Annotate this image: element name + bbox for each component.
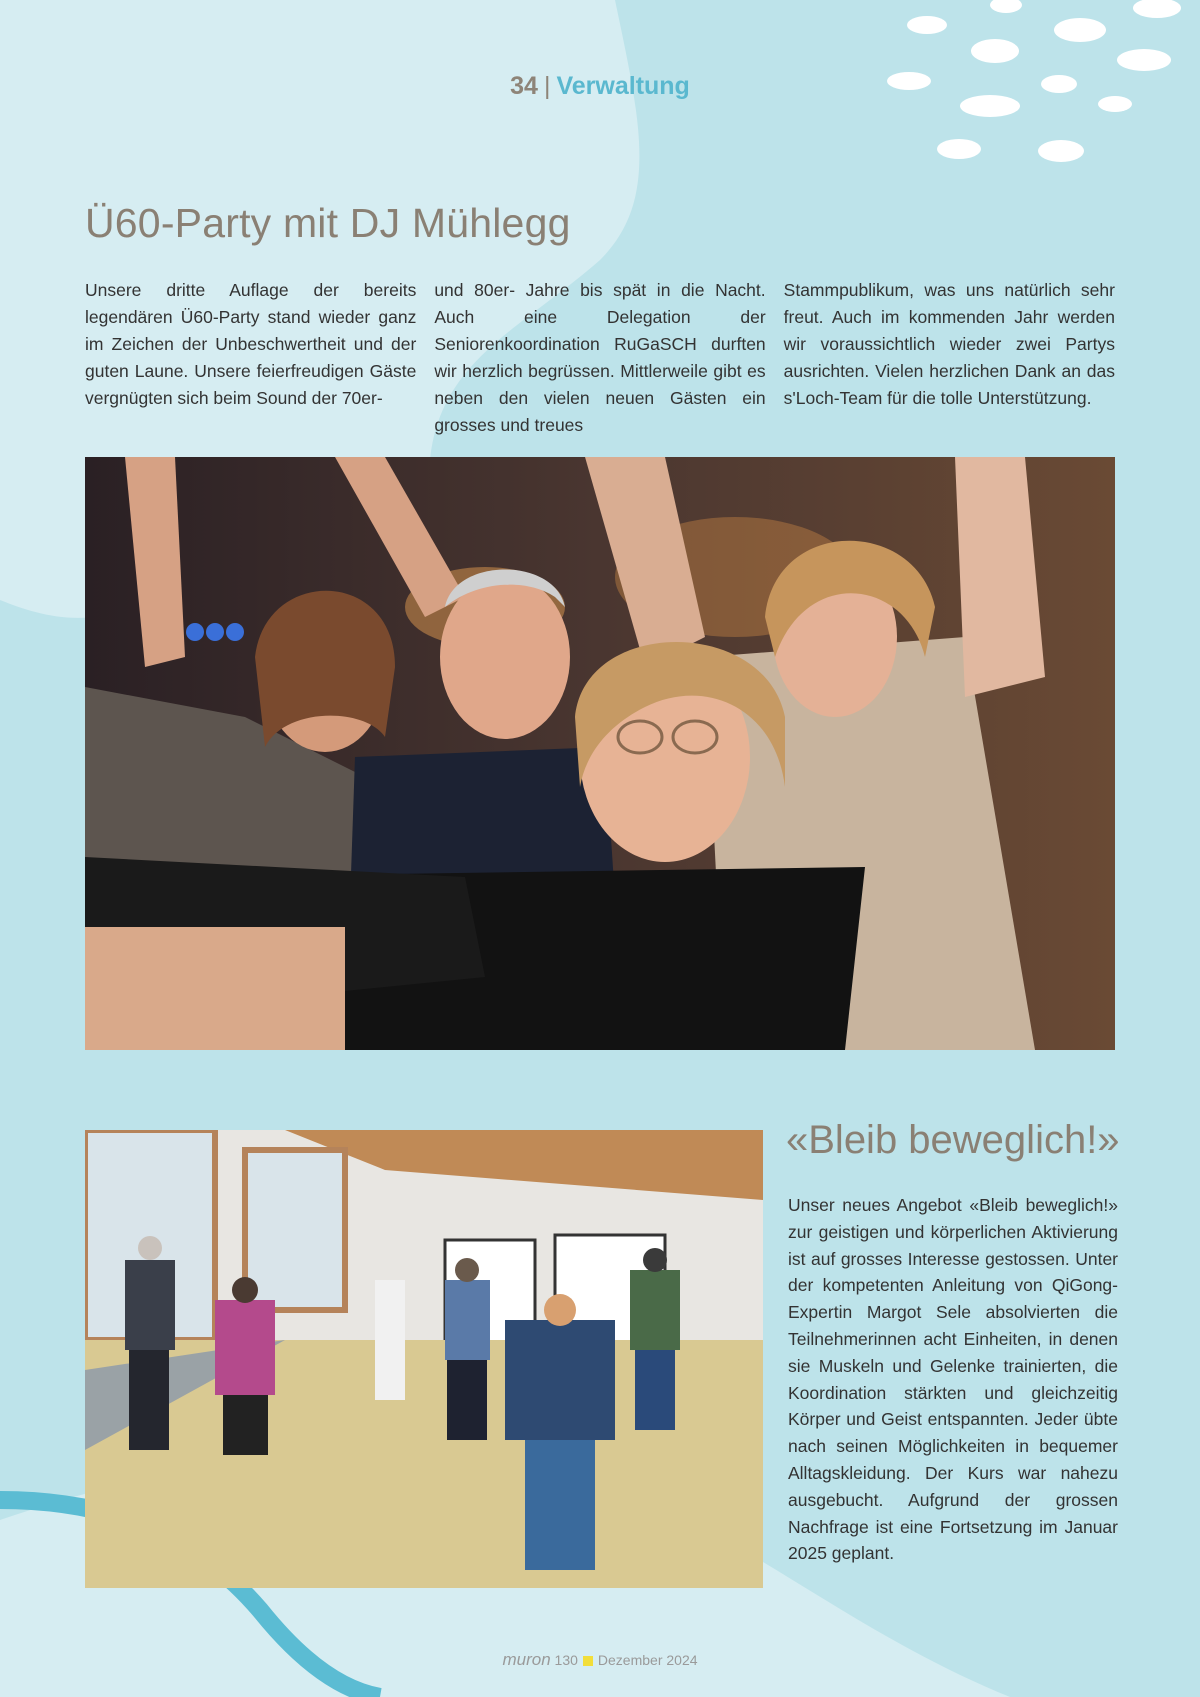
article-body-bleib-beweglich: Unser neues Angebot «Bleib beweglich!» zur geistigen und körperlichen Aktivierung ist auf grosses Interesse gestossen. Unter der kompetenten Anleitung von QiGong-Expertin Margot Sele absolvierten die Teilnehmerinnen acht Einheiten, in denen sie Muskeln und Gelenke trainierten, die Koordination stärkten und gleichzeitig Körper und Geist entspannten. Jeder übte nach seinen Möglichkeiten in bequemer Alltagskleidung. Der Kurs war nahezu ausgebucht. Aufgrund der grossen Nachfrage ist eine Fortsetzung im Januar 2025 geplant. — [788, 1195, 1118, 1564]
party-photo — [85, 457, 1115, 1050]
text-column-3: Stammpublikum, was uns natürlich sehr freut. Auch im kommenden Jahr werden wir voraussichtlich wieder zwei Partys ausrichten. Vielen herzlichen Dank an das s'Loch-Team für die tolle Unterstützung. — [783, 280, 1115, 408]
section-name: Verwaltung — [556, 72, 690, 100]
text-column-2: und 80er- Jahre bis spät in die Nacht. Auch eine Delegation der Seniorenkoordination RuGaSCH durften wir herzlich begrüssen. Mittlerweile gibt es neben den vielen neuen Gästen ein grosses und treues — [434, 280, 766, 435]
exercise-class-photo — [85, 1130, 763, 1588]
page-number: 34 — [510, 72, 538, 100]
page-footer — [0, 1650, 1200, 1670]
issue-date: Dezember 2024 — [597, 1652, 698, 1668]
page-header — [0, 72, 1200, 101]
issue-number: 130 — [554, 1652, 578, 1668]
article-title-bleib-beweglich: «Bleib beweglich!» — [786, 1118, 1120, 1162]
text-column-1: Unsere dritte Auflage der bereits legendären Ü60-Party stand wieder ganz im Zeichen der Unbeschwertheit und der guten Laune. Unsere feierfreudigen Gäste vergnügten sich beim Sound der 70er- — [85, 280, 417, 408]
magazine-brand: muron — [502, 1650, 551, 1669]
footer-square-icon — [583, 1656, 593, 1666]
article-title-party: Ü60-Party mit DJ Mühlegg — [85, 200, 571, 246]
header-separator: | — [543, 72, 551, 100]
article-body-party — [85, 277, 1115, 439]
